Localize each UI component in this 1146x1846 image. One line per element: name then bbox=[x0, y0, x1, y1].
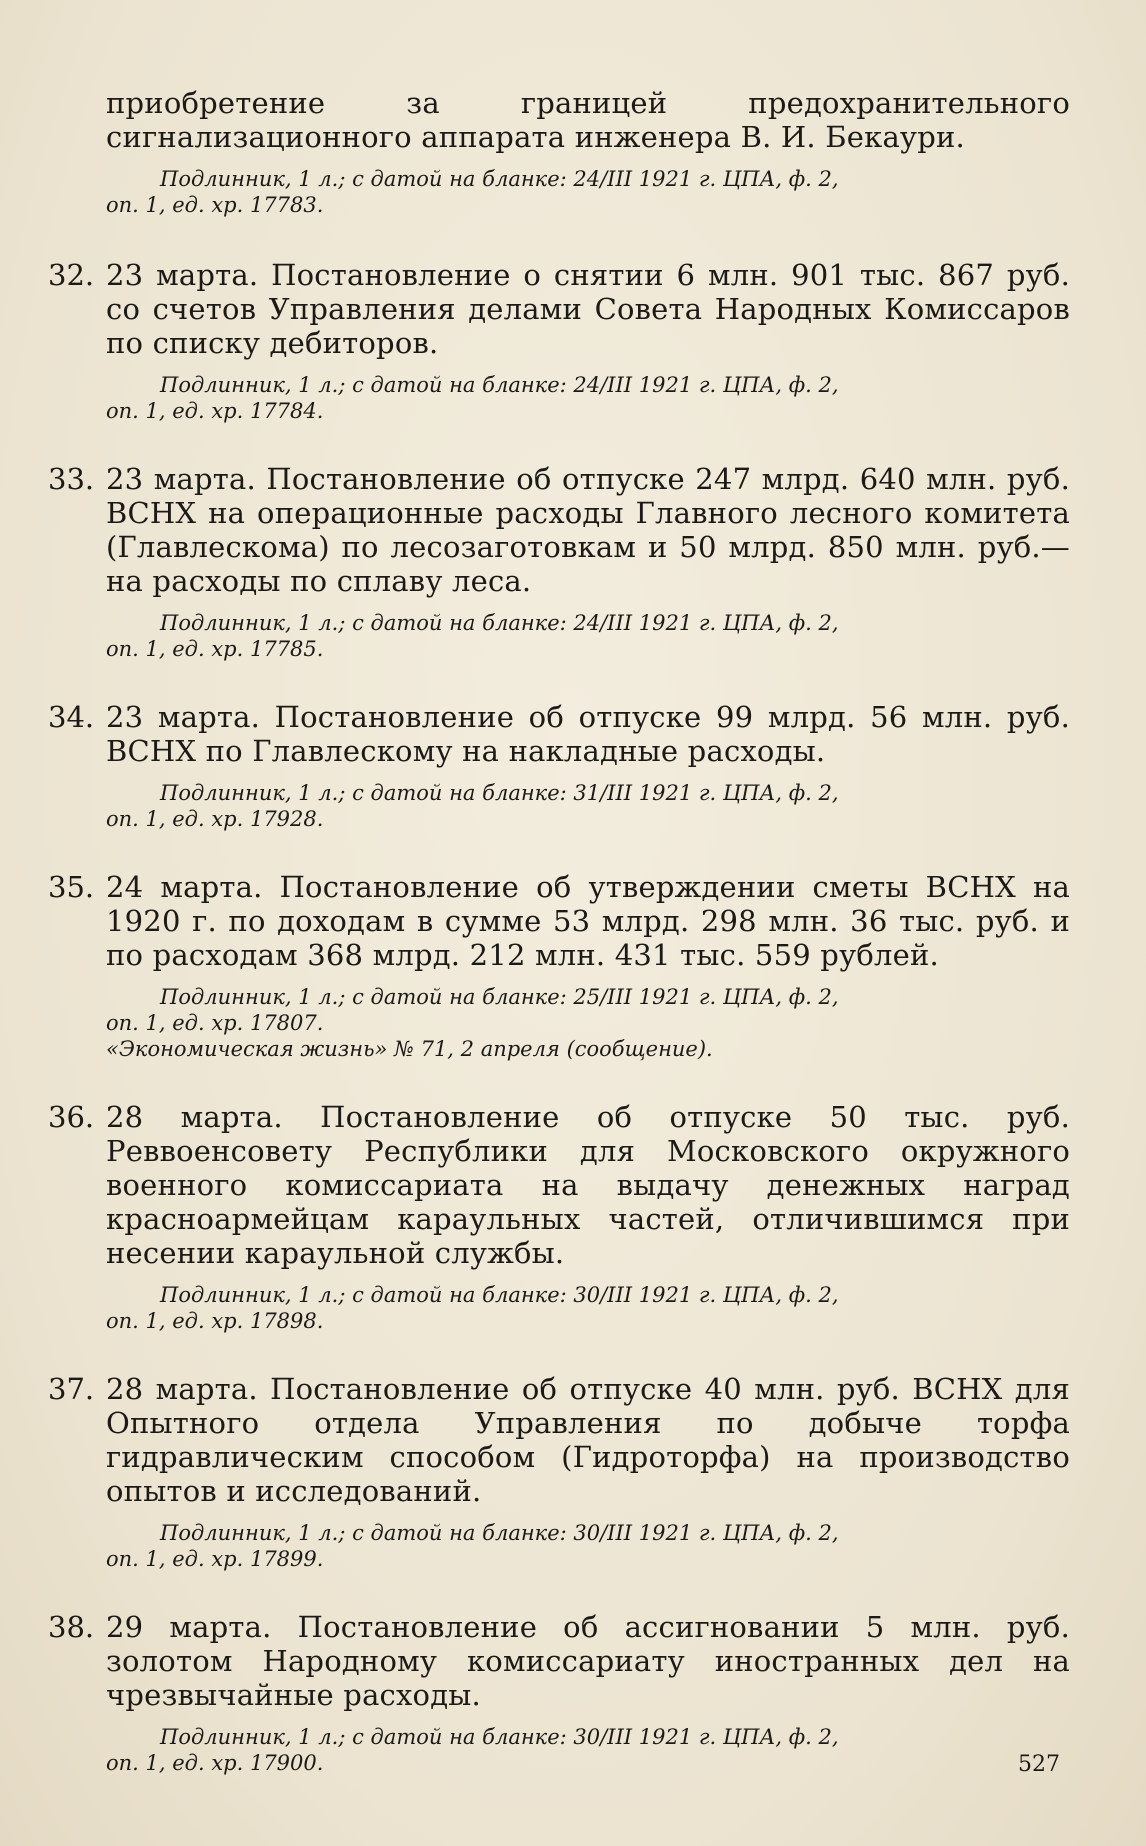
source-note-line: Подлинник, 1 л.; с датой на бланке: 24/III 1921 г. ЦПА, ф. 2, bbox=[160, 611, 839, 635]
source-note-line: оп. 1, ед. хр. 17785. bbox=[106, 637, 324, 661]
entry-source-note bbox=[106, 372, 1070, 424]
source-note-line: Подлинник, 1 л.; с датой на бланке: 30/III 1921 г. ЦПА, ф. 2, bbox=[160, 1725, 839, 1749]
entry-text: приобретение за границей предохранительного сигнализационного аппарата инженера В. И. Бекаури. bbox=[106, 86, 1070, 154]
document-content bbox=[48, 86, 1070, 1814]
source-note-line: Подлинник, 1 л.; с датой на бланке: 24/III 1921 г. ЦПА, ф. 2, bbox=[160, 167, 839, 191]
entry-source-note bbox=[106, 780, 1070, 832]
page-number: 527 bbox=[1018, 1752, 1060, 1777]
entry-continued bbox=[48, 86, 1070, 218]
source-note-line: Подлинник, 1 л.; с датой на бланке: 31/III 1921 г. ЦПА, ф. 2, bbox=[160, 781, 839, 805]
entry-32 bbox=[48, 258, 1070, 424]
entry-text: 28 марта. Постановление об отпуске 40 млн. руб. ВСНХ для Опытного отдела Управления по добыче торфа гидравлическим способом (Гидроторфа) на производство опытов и исследований. bbox=[106, 1372, 1070, 1508]
entry-number: 36. bbox=[48, 1100, 95, 1134]
source-note-line: Подлинник, 1 л.; с датой на бланке: 24/III 1921 г. ЦПА, ф. 2, bbox=[160, 373, 839, 397]
entry-number: 38. bbox=[48, 1610, 95, 1644]
entry-number: 37. bbox=[48, 1372, 95, 1406]
source-note-line: оп. 1, ед. хр. 17928. bbox=[106, 807, 324, 831]
source-note-line: оп. 1, ед. хр. 17900. bbox=[106, 1751, 324, 1775]
entry-source-note bbox=[106, 984, 1070, 1062]
entry-38 bbox=[48, 1610, 1070, 1776]
entry-text: 23 марта. Постановление об отпуске 99 млрд. 56 млн. руб. ВСНХ по Главлескому на накладные расходы. bbox=[106, 700, 1070, 768]
source-note-line: оп. 1, ед. хр. 17898. bbox=[106, 1309, 324, 1333]
entry-number: 33. bbox=[48, 462, 95, 496]
entry-text: 29 марта. Постановление об ассигновании 5 млн. руб. золотом Народному комиссариату иностранных дел на чрезвычайные расходы. bbox=[106, 1610, 1070, 1712]
source-note-line: Подлинник, 1 л.; с датой на бланке: 30/III 1921 г. ЦПА, ф. 2, bbox=[160, 1521, 839, 1545]
entry-number: 32. bbox=[48, 258, 95, 292]
entry-33 bbox=[48, 462, 1070, 662]
entry-text: 23 марта. Постановление об отпуске 247 млрд. 640 млн. руб. ВСНХ на операционные расходы Главного лесного комитета (Главлескома) по лесозаготовкам и 50 млрд. 850 млн. руб.— на расходы по сплаву леса. bbox=[106, 462, 1070, 598]
entry-number: 34. bbox=[48, 700, 95, 734]
entry-36 bbox=[48, 1100, 1070, 1334]
entry-35 bbox=[48, 870, 1070, 1062]
entry-source-note bbox=[106, 610, 1070, 662]
source-note-line: оп. 1, ед. хр. 17783. bbox=[106, 193, 324, 217]
source-note-line: оп. 1, ед. хр. 17807. bbox=[106, 1011, 324, 1035]
entry-34 bbox=[48, 700, 1070, 832]
source-note-line: оп. 1, ед. хр. 17899. bbox=[106, 1547, 324, 1571]
publication-note: «Экономическая жизнь» № 71, 2 апреля (сообщение). bbox=[106, 1037, 713, 1061]
entry-source-note bbox=[106, 166, 1070, 218]
source-note-line: Подлинник, 1 л.; с датой на бланке: 25/III 1921 г. ЦПА, ф. 2, bbox=[160, 985, 839, 1009]
entry-source-note bbox=[106, 1724, 1070, 1776]
entry-text: 23 марта. Постановление о снятии 6 млн. 901 тыс. 867 руб. со счетов Управления делами Совета Народных Комиссаров по списку дебиторов. bbox=[106, 258, 1070, 360]
entry-number: 35. bbox=[48, 870, 95, 904]
source-note-line: оп. 1, ед. хр. 17784. bbox=[106, 399, 324, 423]
entry-37 bbox=[48, 1372, 1070, 1572]
entry-source-note bbox=[106, 1282, 1070, 1334]
entry-text: 24 марта. Постановление об утверждении сметы ВСНХ на 1920 г. по доходам в сумме 53 млрд. 298 млн. 36 тыс. руб. и по расходам 368 млрд. 212 млн. 431 тыс. 559 рублей. bbox=[106, 870, 1070, 972]
source-note-line: Подлинник, 1 л.; с датой на бланке: 30/III 1921 г. ЦПА, ф. 2, bbox=[160, 1283, 839, 1307]
entry-text: 28 марта. Постановление об отпуске 50 тыс. руб. Реввоенсовету Республики для Московского окружного военного комиссариата на выдачу денежных наград красноармейцам караульных частей, отличившимся при несении караульной службы. bbox=[106, 1100, 1070, 1270]
entry-source-note bbox=[106, 1520, 1070, 1572]
